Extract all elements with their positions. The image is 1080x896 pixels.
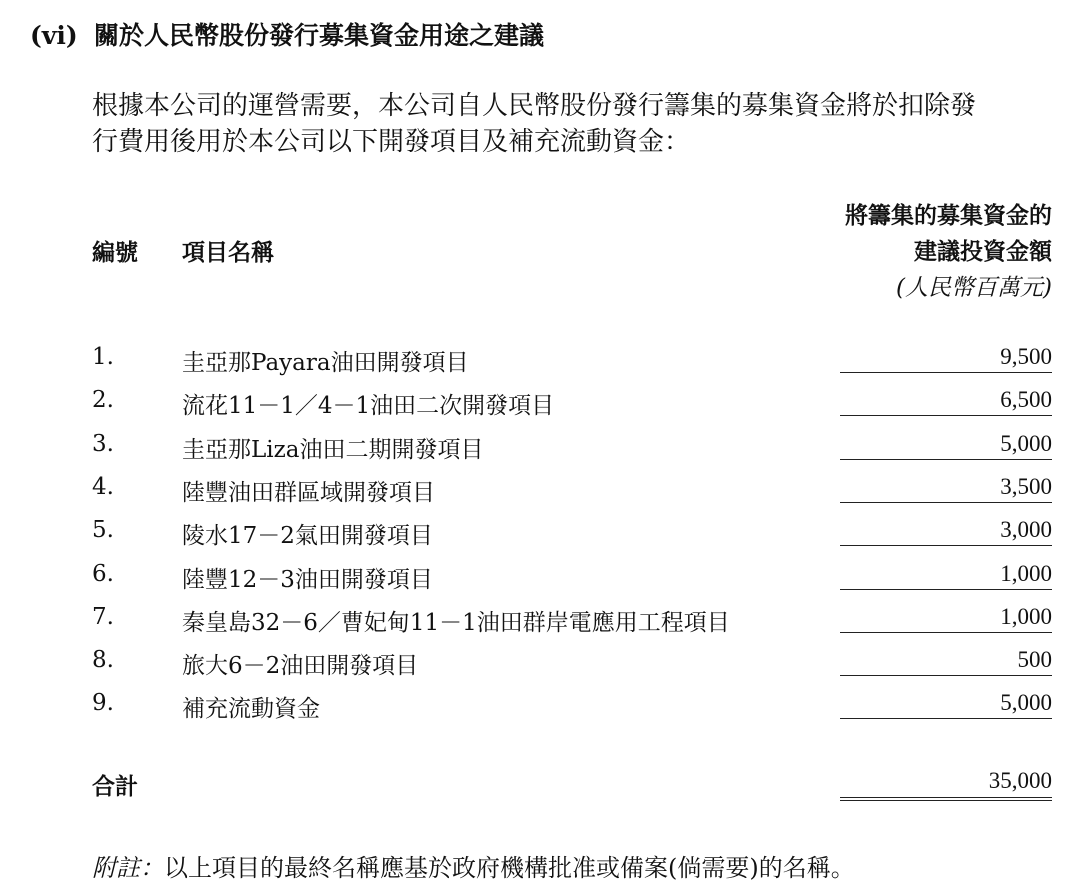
row-amount: 3,000 [840, 517, 1052, 546]
column-header-amount [845, 198, 1052, 306]
table-row [0, 344, 1080, 387]
row-amount: 9,500 [840, 344, 1052, 373]
amount-header-line-1: 將籌集的募集資金的 [845, 202, 1052, 229]
intro-line-2: 行費用後用於本公司以下開發項目及補充流動資金： [92, 127, 691, 157]
row-project-name: 旅大6－2油田開發項目 [182, 653, 419, 680]
amount-header-line-2: 建議投資金額 [914, 238, 1052, 265]
row-project-name: 補充流動資金 [182, 696, 320, 723]
row-amount: 5,000 [840, 431, 1052, 460]
row-amount: 1,000 [840, 561, 1052, 590]
amount-header-unit: (人民幣百萬元) [896, 275, 1052, 301]
row-project-name: 秦皇島32－6／曹妃甸11－1油田群岸電應用工程項目 [182, 609, 730, 636]
table-row [0, 690, 1080, 733]
row-project-name: 圭亞那Payara油田開發項目 [182, 350, 469, 376]
intro-line-1: 根據本公司的運營需要，本公司自人民幣股份發行籌集的募集資金將於扣除發 [92, 91, 977, 121]
column-header-name: 項目名稱 [182, 239, 274, 266]
row-project-name: 陸豐油田群區域開發項目 [182, 479, 435, 506]
table-row [0, 647, 1080, 690]
section-heading [30, 16, 544, 52]
row-number: 2. [92, 387, 114, 414]
table-row [0, 431, 1080, 474]
row-amount: 6,500 [840, 387, 1052, 416]
footnote [92, 848, 855, 883]
total-label: 合計 [92, 773, 138, 800]
total-amount: 35,000 [840, 768, 1052, 801]
row-number: 7. [92, 603, 114, 630]
row-number: 6. [92, 560, 114, 587]
footnote-text: 以上項目的最終名稱應基於政府機構批准或備案(倘需要)的名稱。 [164, 854, 855, 882]
row-number: 3. [92, 430, 114, 457]
section-title: 關於人民幣股份發行募集資金用途之建議 [94, 21, 545, 50]
row-project-name: 圭亞那Liza油田二期開發項目 [182, 436, 484, 463]
row-number: 8. [92, 647, 114, 674]
table-row [0, 561, 1080, 604]
row-number: 9. [92, 690, 114, 717]
table-row [0, 604, 1080, 647]
column-header-number: 編號 [92, 239, 138, 266]
table-row [0, 387, 1080, 430]
row-project-name: 流花11－1／4－1油田二次開發項目 [182, 393, 555, 420]
row-amount: 5,000 [840, 690, 1052, 719]
row-project-name: 陵水17－2氣田開發項目 [182, 523, 433, 550]
total-row [0, 768, 1080, 808]
section-number: (vi) [30, 21, 78, 50]
row-amount: 500 [840, 647, 1052, 676]
row-project-name: 陸豐12－3油田開發項目 [182, 566, 433, 593]
row-amount: 3,500 [840, 474, 1052, 503]
row-number: 5. [92, 517, 114, 544]
footnote-lead: 附註： [92, 854, 164, 882]
row-number: 4. [92, 473, 114, 500]
row-number: 1. [92, 344, 114, 370]
row-amount: 1,000 [840, 604, 1052, 633]
intro-paragraph [92, 88, 1054, 160]
table-row [0, 474, 1080, 517]
table-row [0, 517, 1080, 560]
